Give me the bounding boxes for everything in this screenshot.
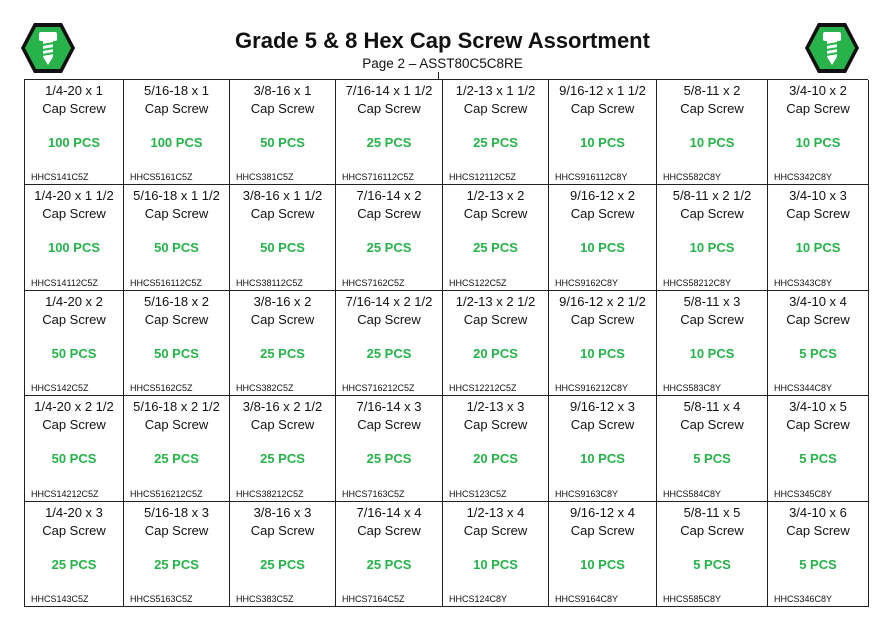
screw-description: Cap Screw bbox=[463, 417, 528, 433]
screw-cell bbox=[768, 80, 869, 185]
screw-sku: HHCS381C5Z bbox=[236, 172, 294, 183]
screw-size: 5/8-11 x 4 bbox=[683, 399, 741, 415]
screw-sku: HHCS716212C5Z bbox=[342, 383, 415, 394]
screw-size: 9/16-12 x 4 bbox=[569, 504, 636, 520]
screw-cell bbox=[657, 502, 768, 607]
screw-quantity: 5 PCS bbox=[799, 451, 837, 467]
screw-description: Cap Screw bbox=[786, 206, 850, 222]
screw-cell bbox=[549, 80, 657, 185]
screw-sku: HHCS14112C5Z bbox=[31, 277, 98, 288]
screw-quantity: 100 PCS bbox=[150, 135, 203, 150]
screw-size: 1/4-20 x 2 bbox=[45, 293, 103, 309]
screw-sku: HHCS585C8Y bbox=[663, 594, 722, 604]
screw-description: Cap Screw bbox=[680, 311, 744, 327]
screw-sku: HHCS583C8Y bbox=[663, 383, 722, 394]
screw-sku: HHCS38212C5Z bbox=[236, 488, 304, 499]
screw-quantity: 10 PCS bbox=[580, 556, 625, 572]
screw-description: Cap Screw bbox=[786, 311, 850, 327]
screw-cell bbox=[230, 396, 336, 501]
screw-sku: HHCS382C5Z bbox=[236, 383, 294, 394]
screw-cell bbox=[768, 291, 869, 396]
screw-size: 9/16-12 x 2 bbox=[569, 188, 636, 204]
screw-cell bbox=[443, 80, 549, 185]
screw-size: 3/8-16 x 1 bbox=[253, 83, 312, 98]
screw-cell bbox=[549, 185, 657, 290]
screw-description: Cap Screw bbox=[250, 206, 315, 222]
screw-size: 5/16-18 x 1 bbox=[143, 83, 210, 98]
screw-description: Cap Screw bbox=[250, 101, 315, 116]
screw-quantity: 5 PCS bbox=[799, 345, 837, 361]
screw-cell bbox=[124, 80, 230, 185]
screw-cell bbox=[25, 502, 124, 607]
screw-description: Cap Screw bbox=[357, 311, 421, 327]
screw-description: Cap Screw bbox=[680, 206, 744, 222]
screw-sku: HHCS346C8Y bbox=[774, 594, 833, 604]
screw-size: 3/4-10 x 6 bbox=[789, 504, 847, 520]
screw-quantity: 10 PCS bbox=[580, 451, 625, 467]
screw-sku: HHCS9163C8Y bbox=[555, 488, 619, 499]
screw-quantity: 25 PCS bbox=[366, 240, 412, 256]
screw-sku: HHCS9164C8Y bbox=[555, 594, 619, 604]
screw-quantity: 10 PCS bbox=[795, 240, 841, 256]
screw-size: 3/8-16 x 3 bbox=[253, 504, 312, 520]
screw-description: Cap Screw bbox=[42, 206, 106, 222]
screw-size: 1/4-20 x 1 bbox=[45, 83, 103, 98]
screw-sku: HHCS383C5Z bbox=[236, 594, 294, 604]
screw-sku: HHCS143C5Z bbox=[31, 594, 89, 604]
screw-cell bbox=[336, 502, 443, 607]
screw-quantity: 50 PCS bbox=[154, 345, 199, 361]
screw-size: 3/4-10 x 5 bbox=[789, 399, 847, 415]
screw-cell bbox=[124, 185, 230, 290]
screw-description: Cap Screw bbox=[786, 522, 850, 538]
screw-description: Cap Screw bbox=[42, 522, 106, 538]
screw-quantity: 100 PCS bbox=[47, 135, 101, 150]
screw-cell bbox=[124, 502, 230, 607]
screw-description: Cap Screw bbox=[463, 311, 528, 327]
screw-sku: HHCS58212C8Y bbox=[663, 277, 732, 288]
screw-size: 5/16-18 x 3 bbox=[143, 504, 210, 520]
screw-quantity: 100 PCS bbox=[47, 240, 101, 256]
screw-description: Cap Screw bbox=[250, 522, 315, 538]
screw-description: Cap Screw bbox=[680, 101, 744, 116]
screw-cell bbox=[768, 502, 869, 607]
screw-quantity: 5 PCS bbox=[693, 451, 731, 467]
screw-sku: HHCS916112C8Y bbox=[555, 172, 628, 183]
screw-quantity: 25 PCS bbox=[260, 556, 305, 572]
screw-sku: HHCS142C5Z bbox=[31, 383, 89, 394]
screw-size: 1/2-13 x 2 1/2 bbox=[455, 293, 536, 309]
screw-cell bbox=[657, 185, 768, 290]
screw-sku: HHCS584C8Y bbox=[663, 488, 722, 499]
screw-cell bbox=[443, 396, 549, 501]
screw-size: 5/8-11 x 2 1/2 bbox=[672, 188, 752, 204]
screw-sku: HHCS38112C5Z bbox=[236, 277, 303, 288]
screw-cell bbox=[25, 185, 124, 290]
screw-cell bbox=[443, 185, 549, 290]
screw-size: 1/4-20 x 3 bbox=[45, 504, 103, 520]
screw-sku: HHCS7164C5Z bbox=[342, 594, 405, 604]
screw-description: Cap Screw bbox=[786, 417, 850, 433]
screw-cell bbox=[443, 502, 549, 607]
screw-description: Cap Screw bbox=[357, 522, 421, 538]
screw-size: 9/16-12 x 3 bbox=[569, 399, 636, 415]
screw-description: Cap Screw bbox=[680, 522, 744, 538]
screw-size: 3/8-16 x 1 1/2 bbox=[242, 188, 323, 204]
screw-size: 7/16-14 x 2 1/2 bbox=[345, 293, 433, 309]
screw-cell bbox=[549, 396, 657, 501]
page-subtitle: Page 2 – ASST80C5C8RE bbox=[362, 56, 523, 71]
screw-cell bbox=[336, 396, 443, 501]
screw-cell bbox=[336, 185, 443, 290]
screw-sku: HHCS12212C5Z bbox=[449, 383, 517, 394]
screw-size: 1/4-20 x 2 1/2 bbox=[34, 399, 114, 415]
assortment-grid bbox=[24, 79, 868, 607]
screw-sku: HHCS9162C8Y bbox=[555, 277, 619, 288]
screw-sku: HHCS343C8Y bbox=[774, 277, 833, 288]
screw-description: Cap Screw bbox=[42, 311, 106, 327]
screw-sku: HHCS344C8Y bbox=[774, 383, 833, 394]
screw-description: Cap Screw bbox=[463, 206, 528, 222]
screw-description: Cap Screw bbox=[570, 417, 635, 433]
screw-description: Cap Screw bbox=[357, 206, 421, 222]
screw-description: Cap Screw bbox=[570, 522, 635, 538]
screw-cell bbox=[443, 291, 549, 396]
page-title: Grade 5 & 8 Hex Cap Screw Assortment bbox=[235, 28, 650, 53]
screw-cell bbox=[230, 80, 336, 185]
screw-quantity: 25 PCS bbox=[154, 451, 199, 467]
screw-size: 7/16-14 x 3 bbox=[356, 399, 422, 415]
screw-cell bbox=[657, 291, 768, 396]
screw-description: Cap Screw bbox=[144, 101, 209, 116]
screw-description: Cap Screw bbox=[680, 417, 744, 433]
screw-description: Cap Screw bbox=[357, 417, 421, 433]
screw-description: Cap Screw bbox=[144, 417, 209, 433]
screw-cell bbox=[25, 396, 124, 501]
screw-cell bbox=[336, 291, 443, 396]
screw-quantity: 25 PCS bbox=[366, 556, 412, 572]
screw-sku: HHCS5162C5Z bbox=[130, 383, 193, 394]
screw-sku: HHCS516212C5Z bbox=[130, 488, 203, 499]
screw-sku: HHCS5161C5Z bbox=[130, 172, 193, 183]
screw-description: Cap Screw bbox=[144, 522, 209, 538]
screw-quantity: 10 PCS bbox=[580, 240, 625, 256]
screw-size: 5/16-18 x 2 1/2 bbox=[133, 399, 220, 415]
screw-quantity: 50 PCS bbox=[260, 135, 305, 150]
screw-description: Cap Screw bbox=[570, 206, 635, 222]
screw-sku: HHCS124C8Y bbox=[449, 594, 508, 604]
screw-size: 3/8-16 x 2 bbox=[253, 293, 312, 309]
screw-quantity: 10 PCS bbox=[689, 345, 735, 361]
screw-size: 5/16-18 x 2 bbox=[143, 293, 210, 309]
screw-quantity: 25 PCS bbox=[154, 556, 199, 572]
screw-quantity: 5 PCS bbox=[693, 556, 731, 572]
screw-description: Cap Screw bbox=[250, 311, 315, 327]
screw-sku: HHCS7163C5Z bbox=[342, 488, 405, 499]
screw-quantity: 50 PCS bbox=[51, 345, 97, 361]
screw-sku: HHCS345C8Y bbox=[774, 488, 833, 499]
screw-description: Cap Screw bbox=[570, 311, 635, 327]
screw-description: Cap Screw bbox=[570, 101, 635, 116]
screw-description: Cap Screw bbox=[42, 417, 106, 433]
screw-quantity: 5 PCS bbox=[799, 556, 837, 572]
screw-quantity: 25 PCS bbox=[366, 135, 412, 150]
screw-cell bbox=[25, 80, 124, 185]
screw-description: Cap Screw bbox=[250, 417, 315, 433]
screw-quantity: 50 PCS bbox=[260, 240, 305, 256]
screw-size: 1/2-13 x 3 bbox=[466, 399, 525, 415]
screw-cell bbox=[768, 185, 869, 290]
screw-size: 9/16-12 x 2 1/2 bbox=[559, 293, 646, 309]
screw-size: 7/16-14 x 2 bbox=[356, 188, 422, 204]
screw-size: 3/4-10 x 3 bbox=[789, 188, 847, 204]
screw-size: 5/8-11 x 5 bbox=[683, 504, 741, 520]
screw-description: Cap Screw bbox=[463, 101, 528, 116]
screw-size: 3/4-10 x 4 bbox=[789, 293, 847, 309]
screw-quantity: 50 PCS bbox=[154, 240, 199, 256]
screw-size: 3/8-16 x 2 1/2 bbox=[242, 399, 323, 415]
screw-sku: HHCS7162C5Z bbox=[342, 277, 405, 288]
screw-quantity: 25 PCS bbox=[473, 135, 518, 150]
screw-size: 5/16-18 x 1 1/2 bbox=[133, 188, 220, 204]
screw-cell bbox=[549, 291, 657, 396]
screw-sku: HHCS5163C5Z bbox=[130, 594, 193, 604]
screw-description: Cap Screw bbox=[786, 101, 850, 116]
screw-quantity: 20 PCS bbox=[473, 451, 518, 467]
screw-quantity: 25 PCS bbox=[51, 556, 97, 572]
screw-description: Cap Screw bbox=[42, 101, 106, 116]
screw-cell bbox=[657, 396, 768, 501]
screw-quantity: 25 PCS bbox=[473, 240, 518, 256]
screw-sku: HHCS141C5Z bbox=[31, 172, 89, 183]
screw-sku: HHCS916212C8Y bbox=[555, 383, 629, 394]
screw-cell bbox=[230, 502, 336, 607]
screw-size: 1/2-13 x 1 1/2 bbox=[455, 83, 536, 98]
screw-cell bbox=[657, 80, 768, 185]
screw-sku: HHCS582C8Y bbox=[663, 172, 722, 183]
screw-description: Cap Screw bbox=[357, 101, 421, 116]
screw-cell bbox=[25, 291, 124, 396]
screw-size: 3/4-10 x 2 bbox=[789, 83, 847, 98]
screw-size: 1/2-13 x 4 bbox=[466, 504, 525, 520]
screw-cell bbox=[230, 185, 336, 290]
screw-quantity: 50 PCS bbox=[51, 451, 97, 467]
screw-cell bbox=[230, 291, 336, 396]
screw-quantity: 10 PCS bbox=[689, 135, 735, 150]
screw-description: Cap Screw bbox=[463, 522, 528, 538]
screw-cell bbox=[124, 396, 230, 501]
screw-cell bbox=[768, 396, 869, 501]
screw-size: 5/8-11 x 3 bbox=[683, 293, 741, 309]
screw-sku: HHCS12112C5Z bbox=[449, 172, 516, 183]
screw-sku: HHCS14212C5Z bbox=[31, 488, 99, 499]
screw-quantity: 10 PCS bbox=[473, 556, 518, 572]
screw-size: 5/8-11 x 2 bbox=[683, 83, 741, 98]
screw-quantity: 25 PCS bbox=[366, 451, 412, 467]
screw-quantity: 25 PCS bbox=[366, 345, 412, 361]
screw-sku: HHCS122C5Z bbox=[449, 277, 507, 288]
screw-size: 7/16-14 x 4 bbox=[356, 504, 422, 520]
screw-quantity: 10 PCS bbox=[689, 240, 735, 256]
screw-quantity: 25 PCS bbox=[260, 451, 305, 467]
screw-size: 9/16-12 x 1 1/2 bbox=[559, 83, 646, 98]
screw-sku: HHCS342C8Y bbox=[774, 172, 833, 183]
screw-sku: HHCS716112C5Z bbox=[342, 172, 414, 183]
screw-quantity: 10 PCS bbox=[580, 345, 625, 361]
screw-cell bbox=[124, 291, 230, 396]
screw-size: 7/16-14 x 1 1/2 bbox=[345, 83, 433, 98]
screw-quantity: 10 PCS bbox=[795, 135, 841, 150]
screw-size: 1/4-20 x 1 1/2 bbox=[34, 188, 114, 204]
screw-cell bbox=[336, 80, 443, 185]
screw-sku: HHCS516112C5Z bbox=[130, 277, 202, 288]
screw-cell bbox=[549, 502, 657, 607]
screw-quantity: 10 PCS bbox=[580, 135, 625, 150]
screw-size: 1/2-13 x 2 bbox=[466, 188, 525, 204]
screw-sku: HHCS123C5Z bbox=[449, 488, 507, 499]
screw-description: Cap Screw bbox=[144, 206, 209, 222]
screw-quantity: 25 PCS bbox=[260, 345, 305, 361]
screw-quantity: 20 PCS bbox=[473, 345, 518, 361]
screw-description: Cap Screw bbox=[144, 311, 209, 327]
